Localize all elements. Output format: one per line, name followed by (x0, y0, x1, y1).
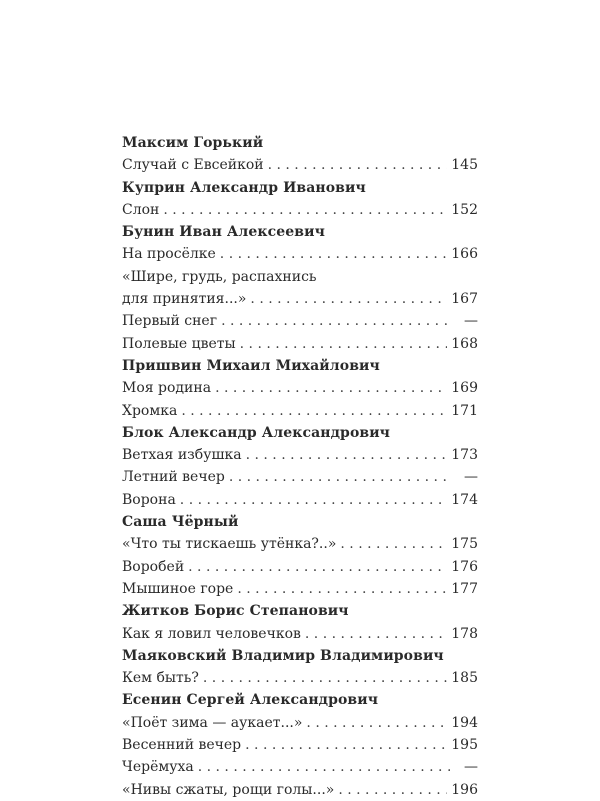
toc-entry[interactable] (122, 756, 478, 778)
entry-title: для принятия...» (122, 291, 247, 308)
entry-title: «Что ты тискаешь утёнка?..» (122, 536, 337, 553)
dot-leader (188, 556, 447, 578)
toc-entry-multiline[interactable] (122, 266, 478, 311)
entry-title: Ветхая избушка (122, 447, 242, 464)
dot-leader (203, 667, 447, 689)
dot-leader (240, 333, 448, 355)
entry-title: Кем быть? (122, 670, 199, 687)
dot-leader (198, 756, 450, 778)
dot-leader (229, 466, 450, 488)
page-number: 152 (451, 201, 478, 218)
toc-entry[interactable] (122, 400, 478, 422)
dot-leader (220, 243, 447, 265)
author-heading: Блок Александр Александрович (122, 424, 391, 441)
toc-entry (122, 288, 478, 310)
entry-title: Как я ловил человечков (122, 625, 301, 642)
entry-title: Ворона (122, 491, 176, 508)
page-number: 175 (451, 536, 478, 553)
toc-entry[interactable] (122, 333, 478, 355)
entry-title: Воробей (122, 558, 185, 575)
entry-title: Хромка (122, 402, 178, 419)
page-number: 185 (451, 670, 478, 687)
entry-title: Черёмуха (122, 759, 194, 776)
entry-title: Случай с Евсейкой (122, 157, 264, 174)
page-number: 173 (451, 447, 478, 464)
entry-title: Полевые цветы (122, 335, 236, 352)
dot-leader (268, 154, 448, 176)
toc-entry[interactable] (122, 377, 478, 399)
page-number: 167 (451, 291, 478, 308)
page-number: — (464, 759, 478, 776)
entry-title: «Нивы сжаты, рощи голы...» (122, 781, 335, 798)
author-heading: Бунин Иван Алексеевич (122, 224, 325, 241)
toc-entry[interactable] (122, 489, 478, 511)
page-number: 174 (451, 491, 478, 508)
page-number: 194 (451, 714, 478, 731)
page-number: 169 (451, 380, 478, 397)
entry-title: Мышиное горе (122, 580, 234, 597)
page-number: 178 (451, 625, 478, 642)
author-heading: Пришвин Михаил Михайлович (122, 357, 380, 374)
author-heading: Есенин Сергей Александрович (122, 692, 379, 709)
toc-entry[interactable] (122, 466, 478, 488)
dot-leader (305, 623, 447, 645)
toc-entry[interactable] (122, 779, 478, 801)
toc-entry[interactable] (122, 533, 478, 555)
author-heading: Максим Горький (122, 135, 264, 151)
entry-title: Слон (122, 201, 160, 218)
entry-title: Первый снег (122, 313, 218, 330)
page-number: — (464, 469, 478, 486)
toc-entry[interactable] (122, 154, 478, 176)
page-number: 171 (451, 402, 478, 419)
page-number: 145 (451, 157, 478, 174)
author-heading: Житков Борис Степанович (122, 603, 349, 620)
dot-leader (340, 533, 447, 555)
page-number: 176 (451, 558, 478, 575)
dot-leader (338, 779, 447, 801)
dot-leader (163, 199, 447, 221)
entry-title: Моя родина (122, 380, 212, 397)
dot-leader (306, 712, 447, 734)
dot-leader (246, 444, 448, 466)
page-number: 195 (451, 737, 478, 754)
author-heading: Маяковский Владимир Владимирович (122, 647, 444, 664)
dot-leader (245, 734, 447, 756)
page-number: 166 (451, 246, 478, 263)
entry-title: «Поёт зима — аукает...» (122, 714, 303, 731)
page-number: — (464, 313, 478, 330)
dot-leader (181, 400, 447, 422)
toc-entry[interactable] (122, 199, 478, 221)
page-number: 196 (451, 781, 478, 798)
entry-title: Весенний вечер (122, 737, 242, 754)
entry-title: На просёлке (122, 246, 216, 263)
toc-entry[interactable] (122, 578, 478, 600)
dot-leader (180, 489, 447, 511)
dot-leader (237, 578, 447, 600)
dot-leader (250, 288, 447, 310)
toc-entry[interactable] (122, 667, 478, 689)
toc-entry[interactable] (122, 712, 478, 734)
dot-leader (221, 310, 450, 332)
toc-entry[interactable] (122, 734, 478, 756)
author-heading: Куприн Александр Иванович (122, 179, 366, 196)
toc-entry[interactable] (122, 623, 478, 645)
author-heading: Саша Чёрный (122, 514, 239, 531)
toc-entry[interactable] (122, 243, 478, 265)
toc-entry[interactable] (122, 444, 478, 466)
dot-leader (215, 377, 447, 399)
table-of-contents (122, 132, 478, 801)
toc-entry[interactable] (122, 310, 478, 332)
entry-title: Летний вечер (122, 469, 225, 486)
page-number: 177 (451, 580, 478, 597)
entry-title-line1: «Шире, грудь, распахнись (122, 268, 317, 285)
toc-entry[interactable] (122, 556, 478, 578)
page-number: 168 (451, 335, 478, 352)
